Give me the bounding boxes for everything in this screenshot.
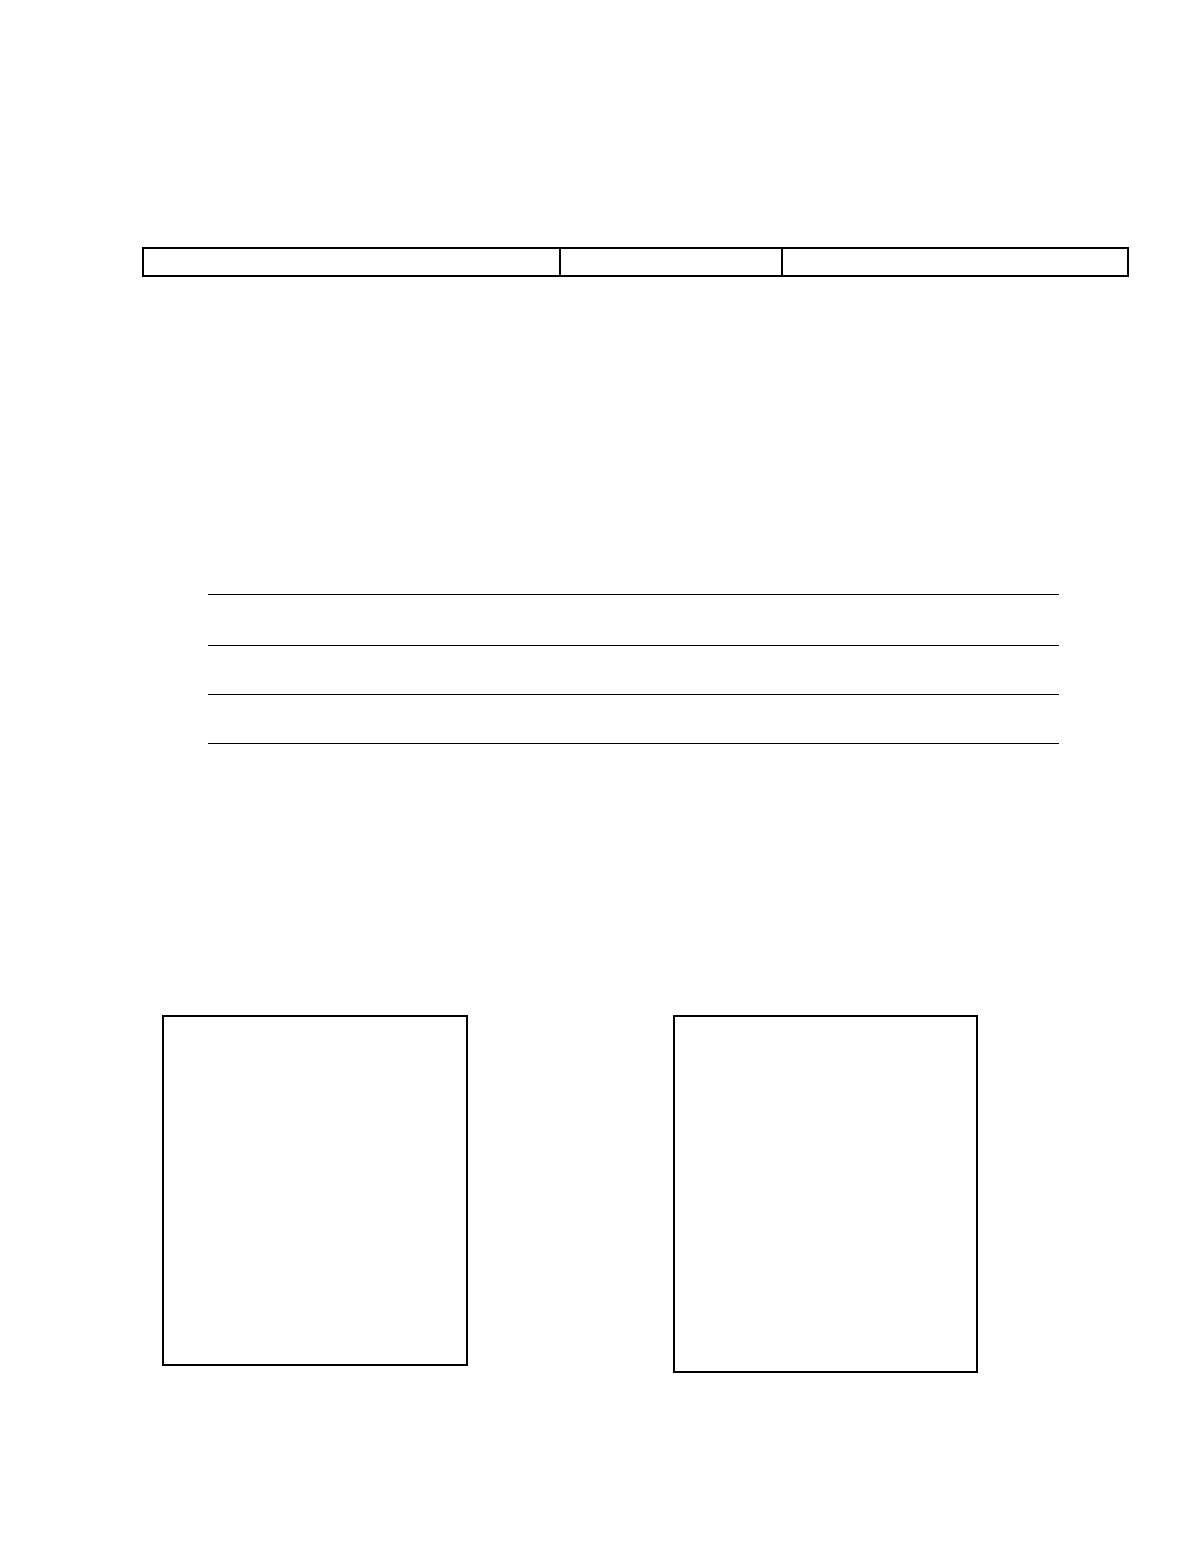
drawing-box-simple-squamous[interactable] <box>162 1015 468 1366</box>
date-submitted-field[interactable] <box>782 248 1128 276</box>
drawing-box-pseudostratified[interactable] <box>673 1015 978 1373</box>
section-field[interactable] <box>560 248 782 276</box>
name-field[interactable] <box>143 248 560 276</box>
answer-line-2[interactable] <box>208 645 1059 646</box>
answer-line-4[interactable] <box>208 743 1059 744</box>
answer-line-1[interactable] <box>208 594 1059 595</box>
student-info-table <box>142 247 1129 277</box>
answer-line-3[interactable] <box>208 694 1059 695</box>
